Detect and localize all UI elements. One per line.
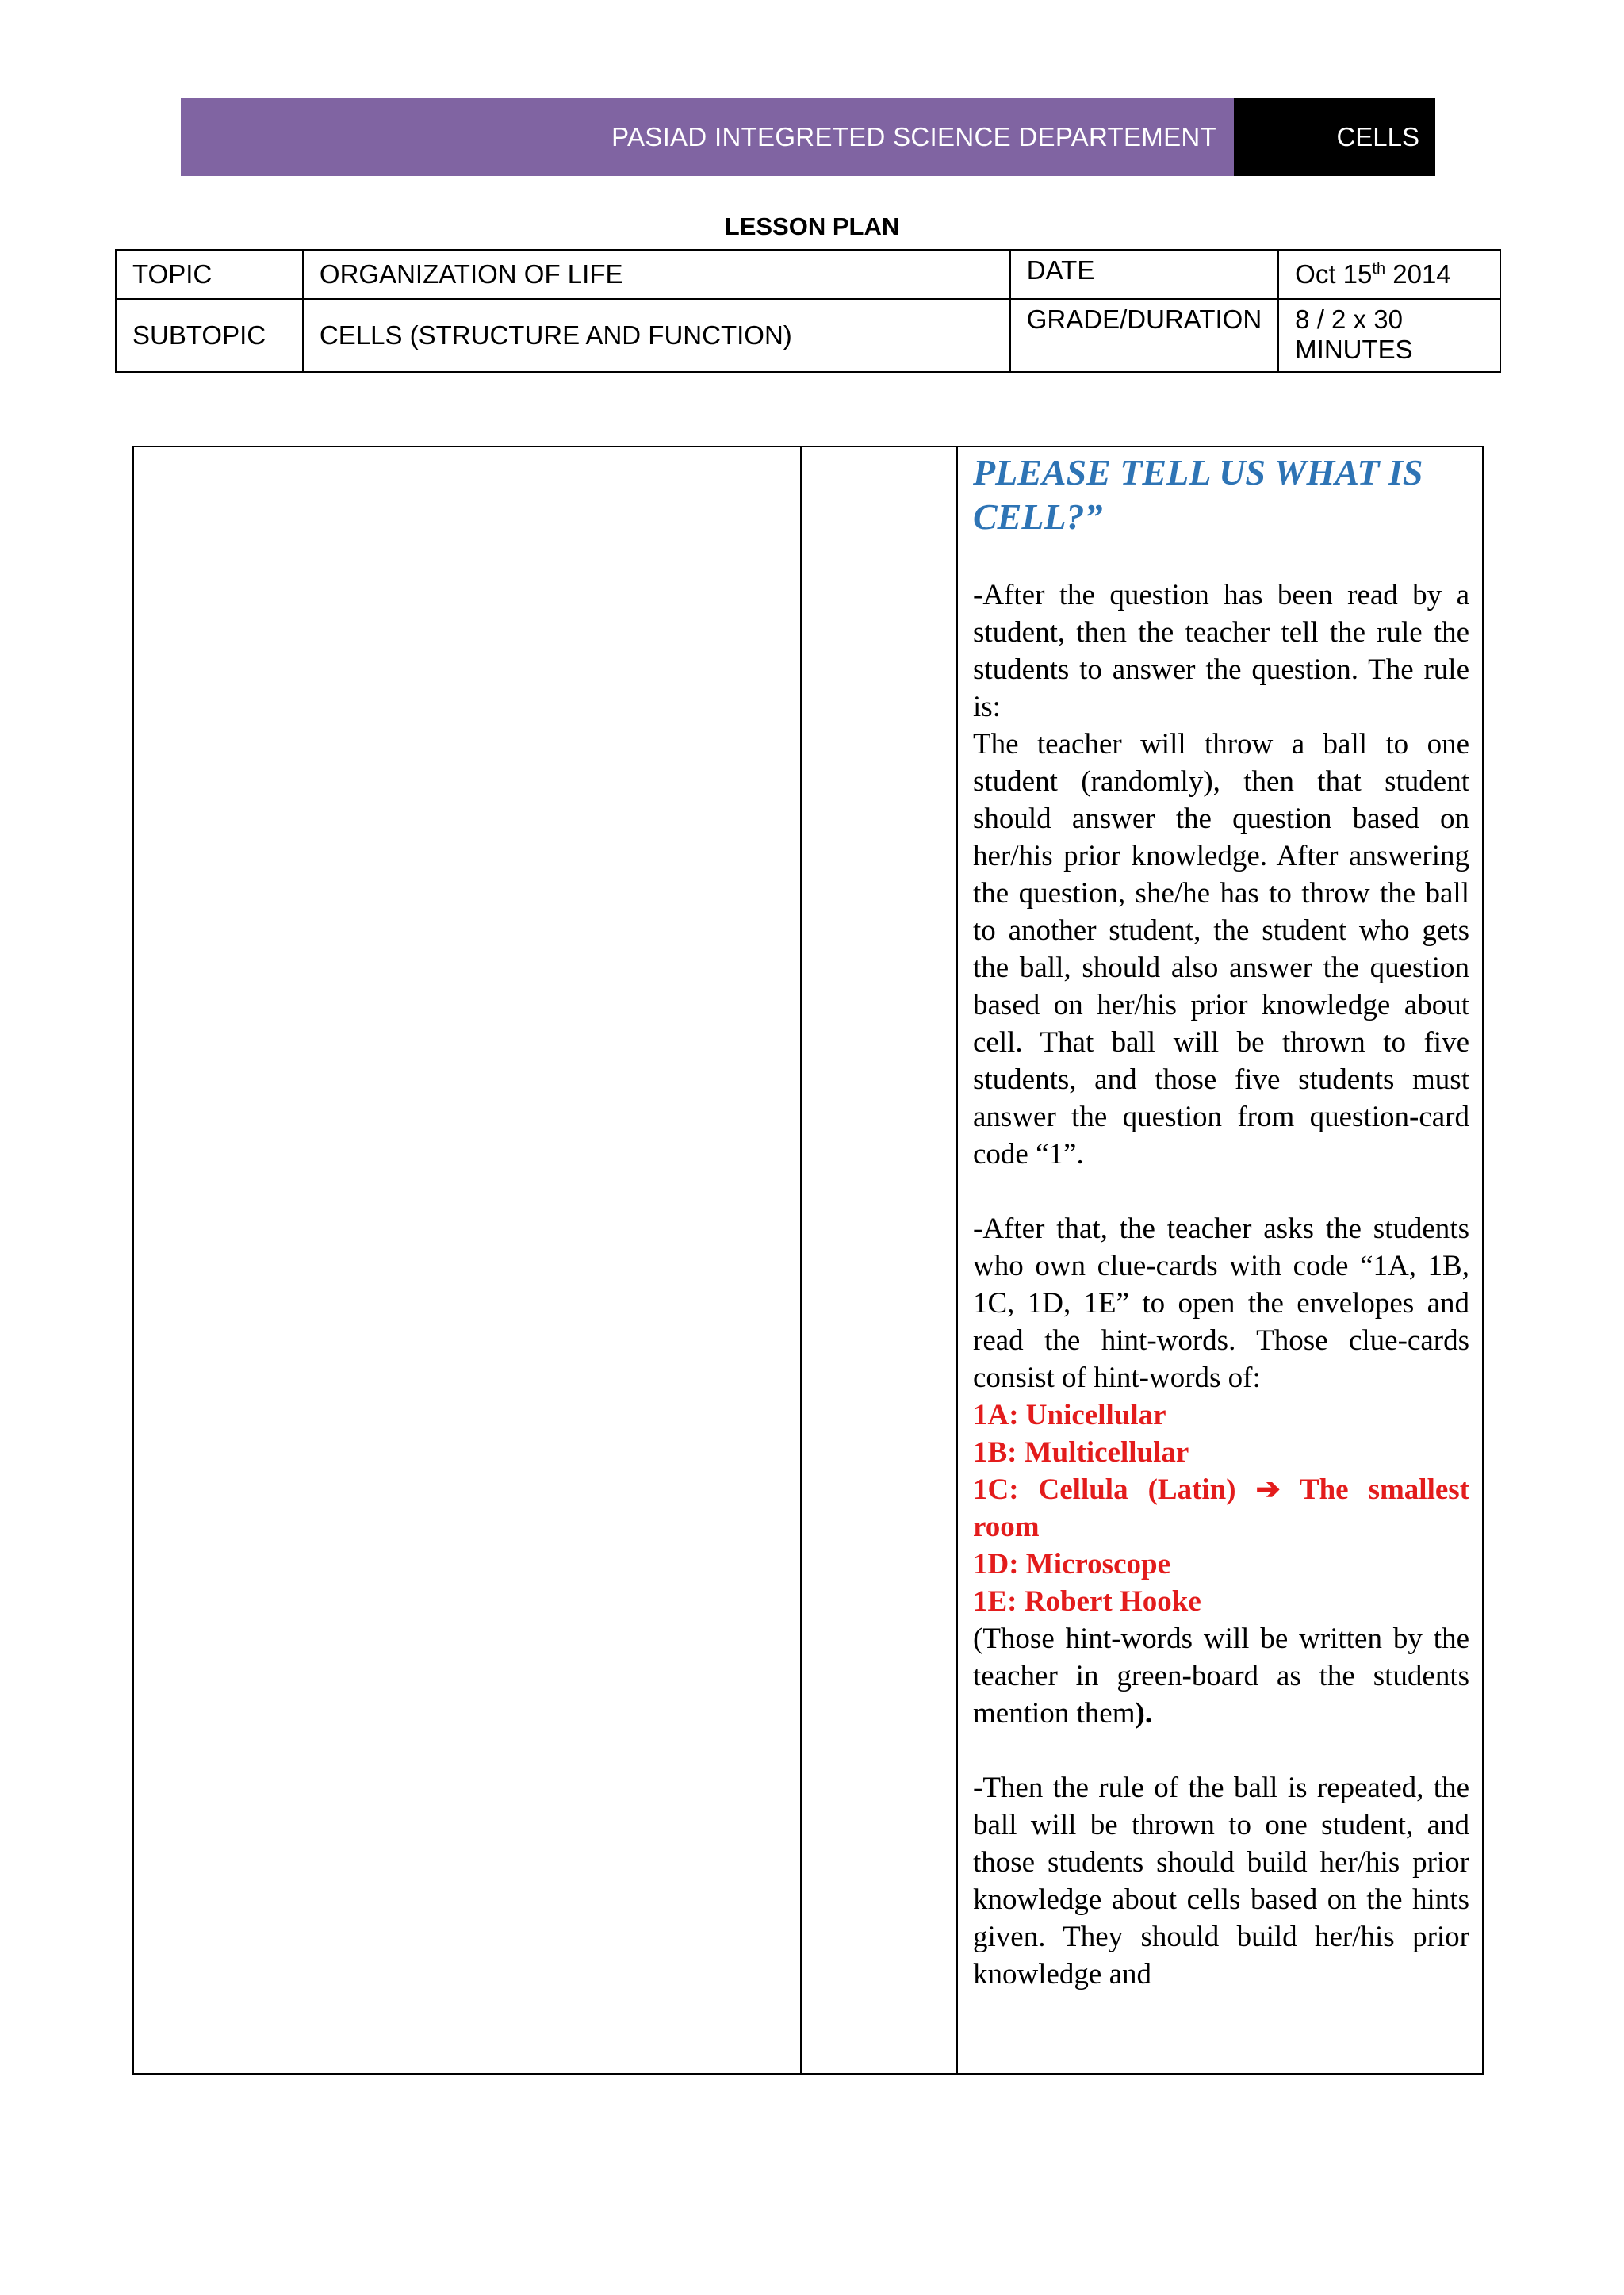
paragraph-rule-intro: -After the question has been read by a student, then the teacher tell the rule the students to answer the question. The rule is: — [973, 579, 1469, 723]
activity-table — [132, 446, 1484, 2075]
hint-1b: 1B: Multicellular — [973, 1436, 1189, 1469]
date-value — [1278, 250, 1500, 299]
header-bar — [181, 98, 1435, 176]
hint-1c-text: 1C: Cellula (Latin) — [973, 1473, 1256, 1506]
column-divider — [800, 447, 802, 2073]
date-suffix: 2014 — [1385, 259, 1451, 289]
hint-1e: 1E: Robert Hooke — [973, 1585, 1201, 1618]
arrow-right-icon: ➔ — [1255, 1473, 1281, 1506]
department-name: PASIAD INTEGRETED SCIENCE DEPARTEMENT — [181, 98, 1234, 176]
grade-value: 8 / 2 x 30 MINUTES — [1278, 299, 1500, 372]
column-divider — [956, 447, 958, 2073]
hint-1d: 1D: Microscope — [973, 1548, 1170, 1580]
hint-note-text: (Those hint-words will be written by the teacher in green-board as the students mention them — [973, 1623, 1469, 1730]
subtopic-label: SUBTOPIC — [116, 299, 303, 372]
hint-1a: 1A: Unicellular — [973, 1399, 1166, 1431]
lesson-info-table — [115, 249, 1501, 373]
page-title: LESSON PLAN — [724, 213, 900, 240]
topic-label: TOPIC — [116, 250, 303, 299]
date-sup: th — [1372, 260, 1386, 278]
paragraph-clue-cards: -After that, the teacher asks the students who own clue-cards with code “1A, 1B, 1C, 1D, 1E” to open the envelopes and read the hint-words. Those clue-cards consist of hint-words of: — [973, 1213, 1469, 1394]
paragraph-repeat-rule: -Then the rule of the ball is repeated, the ball will be thrown to one student, and those students should build her/his prior knowledge about cells based on the hints given. They should build her/his prior knowledge and — [973, 1772, 1469, 1990]
topic-value: ORGANIZATION OF LIFE — [303, 250, 1010, 299]
question-heading: PLEASE TELL US WHAT IS CELL?” — [973, 452, 1423, 537]
date-label: DATE — [1010, 250, 1278, 299]
hint-1c — [973, 1471, 1469, 1546]
paragraph-hint-note — [973, 1620, 1469, 1732]
grade-label: GRADE/DURATION — [1010, 299, 1278, 372]
paragraph-ball-rule: The teacher will throw a ball to one student (randomly), then that student should answer the question based on her/his prior knowledge. After answering the question, she/he has to throw the ball to another student, the student who gets the ball, should also answer the question based on her/his prior knowledge about cell. That ball will be thrown to five students, and those five students must answer the question from question-card code “1”. — [973, 728, 1469, 1170]
subtopic-value: CELLS (STRUCTURE AND FUNCTION) — [303, 299, 1010, 372]
activity-column — [973, 447, 1469, 1993]
hint-1c-meaning: The smallest room — [973, 1473, 1470, 1543]
hint-note-end: ). — [1135, 1697, 1153, 1730]
date-prefix: Oct 15 — [1295, 259, 1373, 289]
subject-name: CELLS — [1234, 98, 1435, 176]
